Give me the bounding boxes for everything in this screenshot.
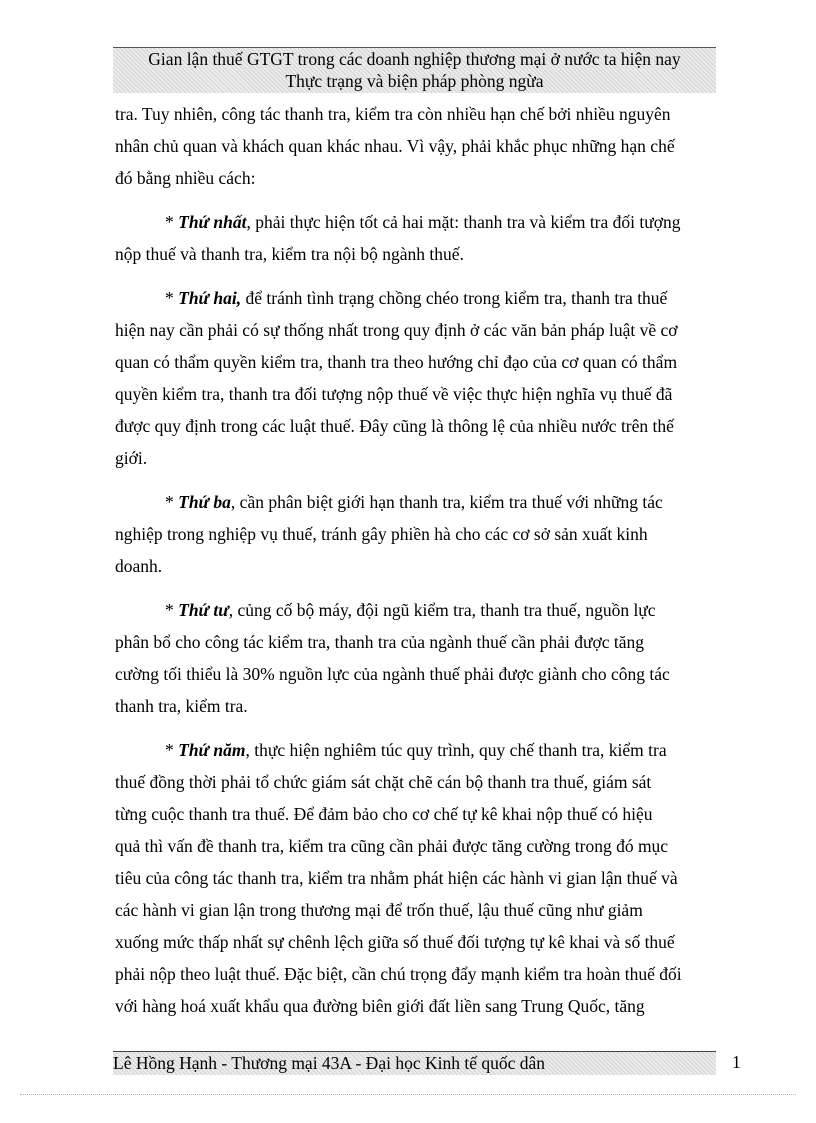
item-first-line	[115, 486, 716, 518]
page-number: 1	[732, 1052, 741, 1072]
item-text: , thực hiện nghiêm túc quy trình, quy chế thanh tra, kiểm tra	[245, 740, 667, 760]
item-first-line	[115, 594, 716, 626]
item-line: các hành vi gian lận trong thương mại để trốn thuế, lậu thuế cũng như giảm	[115, 900, 643, 920]
item-line: từng cuộc thanh tra thuế. Để đảm bảo cho cơ chế tự kê khai nộp thuế có hiệu	[115, 804, 653, 824]
item-line: thanh tra, kiểm tra.	[115, 696, 248, 716]
item-label: Thứ tư	[178, 600, 229, 620]
bullet-marker: *	[165, 492, 179, 512]
item-first-line	[115, 206, 716, 238]
header-title-line2: Thực trạng và biện pháp phòng ngừa	[285, 71, 544, 91]
item-line: quả thì vấn đề thanh tra, kiểm tra cũng cần phải được tăng cường trong đó mục	[115, 836, 669, 856]
item-line: phải nộp theo luật thuế. Đặc biệt, cần chú trọng đẩy mạnh kiểm tra hoàn thuế đối	[115, 964, 682, 984]
item-label: Thứ hai,	[178, 288, 242, 308]
item-text: , cần phân biệt giới hạn thanh tra, kiểm tra thuế với những tác	[230, 492, 663, 512]
item-line: xuống mức thấp nhất sự chênh lệch giữa số thuế đối tượng tự kê khai và số thuế	[115, 932, 675, 952]
running-header	[113, 47, 716, 93]
intro-line: tra. Tuy nhiên, công tác thanh tra, kiểm tra còn nhiều hạn chế bởi nhiều nguyên	[115, 104, 671, 124]
bullet-marker: *	[165, 212, 179, 232]
item-first-line	[115, 282, 716, 314]
item-line: phân bổ cho công tác kiểm tra, thanh tra của ngành thuế cần phải được tăng	[115, 632, 644, 652]
item-line: quan có thẩm quyền kiểm tra, thanh tra theo hướng chỉ đạo của cơ quan có thẩm	[115, 352, 678, 372]
page-break-divider	[20, 1094, 796, 1095]
item-line: tiêu của công tác thanh tra, kiểm tra nhằm phát hiện các hành vi gian lận thuế và	[115, 868, 678, 888]
bullet-marker: *	[165, 600, 179, 620]
item-text: , củng cố bộ máy, đội ngũ kiểm tra, thanh tra thuế, nguồn lực	[228, 600, 656, 620]
intro-line: đó bằng nhiều cách:	[115, 168, 256, 188]
item-line: hiện nay cần phải có sự thống nhất trong quy định ở các văn bản pháp luật về cơ	[115, 320, 678, 340]
header-title-line1: Gian lận thuế GTGT trong các doanh nghiệp thương mại ở nước ta hiện nay	[148, 49, 681, 69]
item-line: nghiệp trong nghiệp vụ thuế, tránh gây phiền hà cho các cơ sở sản xuất kinh	[115, 524, 648, 544]
item-line: với hàng hoá xuất khẩu qua đường biên giới đất liền sang Trung Quốc, tăng	[115, 996, 645, 1016]
intro-line: nhân chủ quan và khách quan khác nhau. Vì vậy, phải khắc phục những hạn chế	[115, 136, 675, 156]
item-line: cường tối thiểu là 30% nguồn lực của ngành thuế phải được giành cho công tác	[115, 664, 670, 684]
item-line: thuế đồng thời phải tổ chức giám sát chặt chẽ cán bộ thanh tra thuế, giám sát	[115, 772, 652, 792]
item-line: giới.	[115, 448, 148, 468]
item-line: doanh.	[115, 556, 163, 576]
document-body	[115, 98, 716, 1022]
item-label: Thứ năm	[178, 740, 246, 760]
item-text: để tránh tình trạng chồng chéo trong kiểm tra, thanh tra thuế	[241, 288, 668, 308]
bullet-marker: *	[165, 288, 179, 308]
item-first-line	[115, 734, 716, 766]
item-line: quyền kiểm tra, thanh tra đối tượng nộp thuế về việc thực hiện nghĩa vụ thuế đã	[115, 384, 673, 404]
item-line: nộp thuế và thanh tra, kiểm tra nội bộ ngành thuế.	[115, 244, 464, 264]
item-line: được quy định trong các luật thuế. Đây cũng là thông lệ của nhiều nước trên thế	[115, 416, 674, 436]
bullet-marker: *	[165, 740, 179, 760]
footer-author: Lê Hồng Hạnh - Thương mại 43A - Đại học Kinh tế quốc dân	[113, 1053, 546, 1073]
item-label: Thứ nhất	[178, 212, 247, 232]
item-text: , phải thực hiện tốt cả hai mặt: thanh tra và kiểm tra đối tượng	[246, 212, 681, 232]
item-label: Thứ ba	[178, 492, 231, 512]
running-footer	[113, 1051, 716, 1075]
